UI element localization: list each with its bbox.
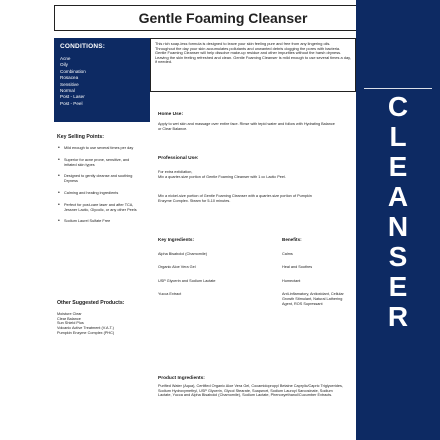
- other-product-item: Clear Balance: [57, 316, 81, 321]
- home-use-heading: Home Use:: [158, 112, 184, 117]
- banner-letter: R: [387, 301, 409, 332]
- banner-letter: E: [388, 151, 408, 182]
- professional-use-step-1: Mix a quarter-size portion of Gentle Foaming Cleanser with 1 cc Lactic Peel.: [158, 175, 286, 179]
- banner-letter: N: [387, 211, 409, 242]
- benefit-cell: Calms: [282, 251, 293, 256]
- page-title: Gentle Foaming Cleanser: [54, 5, 392, 31]
- product-ingredients-text: Purified Water (Aqua), Certified Organic Aloe Vera Gel, Cocamidopropyl Betaine Caprylic/Capric Triglycerides, Sodium Hydroxymethyl, USP Glycerin, Glycol Stearate, Soapwort, Sodium Lauroyl Sarcosinate, Sodium Lactate, Yucca and Alpha Bisabolol (Chamomile), Sodium Lactate, Phenoxyethanol/Cucumber Extracts.: [158, 384, 343, 398]
- condition-item: Post - Peel: [60, 100, 83, 106]
- ingredient-cell: Alpha Bisabolol (Chamomile): [158, 251, 207, 256]
- condition-item: Acne: [60, 56, 71, 61]
- selling-point-item: • Designed to gently cleanse and soothing Dryness: [54, 174, 142, 184]
- other-products-heading: Other Suggested Products:: [57, 300, 125, 306]
- banner-letter: A: [387, 181, 409, 212]
- selling-point-item: • Mild enough to use several times per day: [54, 146, 142, 151]
- table-row: [158, 265, 348, 270]
- banner-letter: L: [389, 121, 407, 152]
- banner-letter: E: [388, 271, 408, 302]
- other-products-section: [54, 300, 150, 336]
- main-content: [150, 38, 356, 440]
- column-header-benefits: Benefits:: [282, 237, 302, 242]
- table-row: [158, 292, 348, 306]
- selling-points-section: [54, 134, 150, 231]
- other-product-item: Volcanic Active Treatment (V.A.T.): [57, 326, 114, 331]
- home-use-text: Apply to wet skin and massage over entire face. Rinse with tepid water and follow with Hydrating Balance or Clear Balance.: [158, 122, 335, 131]
- ingredient-cell: Yucca Extract: [158, 292, 182, 297]
- selling-points-heading: Key Selling Points:: [57, 134, 104, 140]
- professional-use-heading: Professional Use:: [158, 156, 199, 161]
- other-products-list: [54, 312, 150, 336]
- table-header-row: [158, 238, 348, 243]
- table-row: [158, 279, 348, 284]
- key-ingredients-table: [158, 238, 348, 315]
- condition-item: Combination: [60, 68, 86, 74]
- condition-item: Rosacea: [60, 75, 79, 81]
- benefit-cell: Anti-inflamatory, Antioxidant, Cellular Growth Stimulant, Natural Lathering Agent, ROS Supressant: [282, 292, 344, 306]
- table-row: [158, 252, 348, 257]
- benefit-cell: Humectant: [282, 278, 301, 283]
- condition-item: Normal: [60, 88, 75, 94]
- column-header-ingredients: Key Ingredients:: [158, 237, 194, 242]
- benefit-cell: Heal and Soothes: [282, 265, 313, 270]
- professional-use-intro: For extra exfoliation,: [158, 170, 193, 174]
- conditions-box: [54, 38, 150, 122]
- banner-letter: C: [387, 91, 409, 122]
- condition-item: Sensitive: [60, 81, 79, 87]
- product-ingredients-heading: Product Ingredients:: [158, 376, 205, 381]
- banner-divider: [364, 88, 432, 89]
- cleanser-banner: [356, 0, 440, 440]
- ingredient-cell: Organic Aloe Vera Gel: [158, 265, 196, 270]
- product-ingredients-section: [158, 376, 344, 398]
- condition-item: Oily: [60, 62, 68, 68]
- conditions-list: [60, 56, 144, 107]
- intro-paragraph: This rich soap-less formula is designed to leave your skin feeling pure and free from any lingering oils. Throughout the day your skin accumulates pollutants and unwanted debris clogging the pores with bacteria. Gentle Foaming Cleanser will help dissolve make-up residue and other impurities without the harsh dryness. Leaving the skin feeling refreshed and clean. Gentle Foaming Cleanser is mild enough to use several times a day, if needed.: [150, 38, 356, 92]
- left-column: [54, 38, 150, 440]
- professional-use-step-2: Mix a nickel-size portion of Gentle Foaming Cleanser with a quarter-size portion of Pumpkin Enzyme Complex. Steam for 5-10 minutes.: [158, 194, 312, 203]
- selling-point-item: • Sodium Laurel Sulfate Free: [54, 219, 142, 224]
- conditions-heading: CONDITIONS:: [60, 43, 106, 50]
- selling-point-item: • Perfect for post-care laser and after TCA, Jessner Lactic, Glycolic, or any other Peels: [54, 203, 142, 213]
- selling-point-item: • Calming and healing ingredients: [54, 191, 142, 196]
- other-product-item: Moisture Clear: [57, 312, 82, 316]
- other-product-item: Pumpkin Enzyme Complex (PHC): [57, 330, 115, 335]
- selling-point-item: • Superior for acne prone, sensitive, and irritated skin types: [54, 158, 142, 168]
- condition-item: Post - Laser: [60, 94, 85, 100]
- banner-letter: S: [388, 241, 408, 272]
- other-product-item: Sun Shield Plus: [57, 321, 84, 326]
- ingredient-cell: USP Glycerin and Sodium Lactate: [158, 278, 216, 283]
